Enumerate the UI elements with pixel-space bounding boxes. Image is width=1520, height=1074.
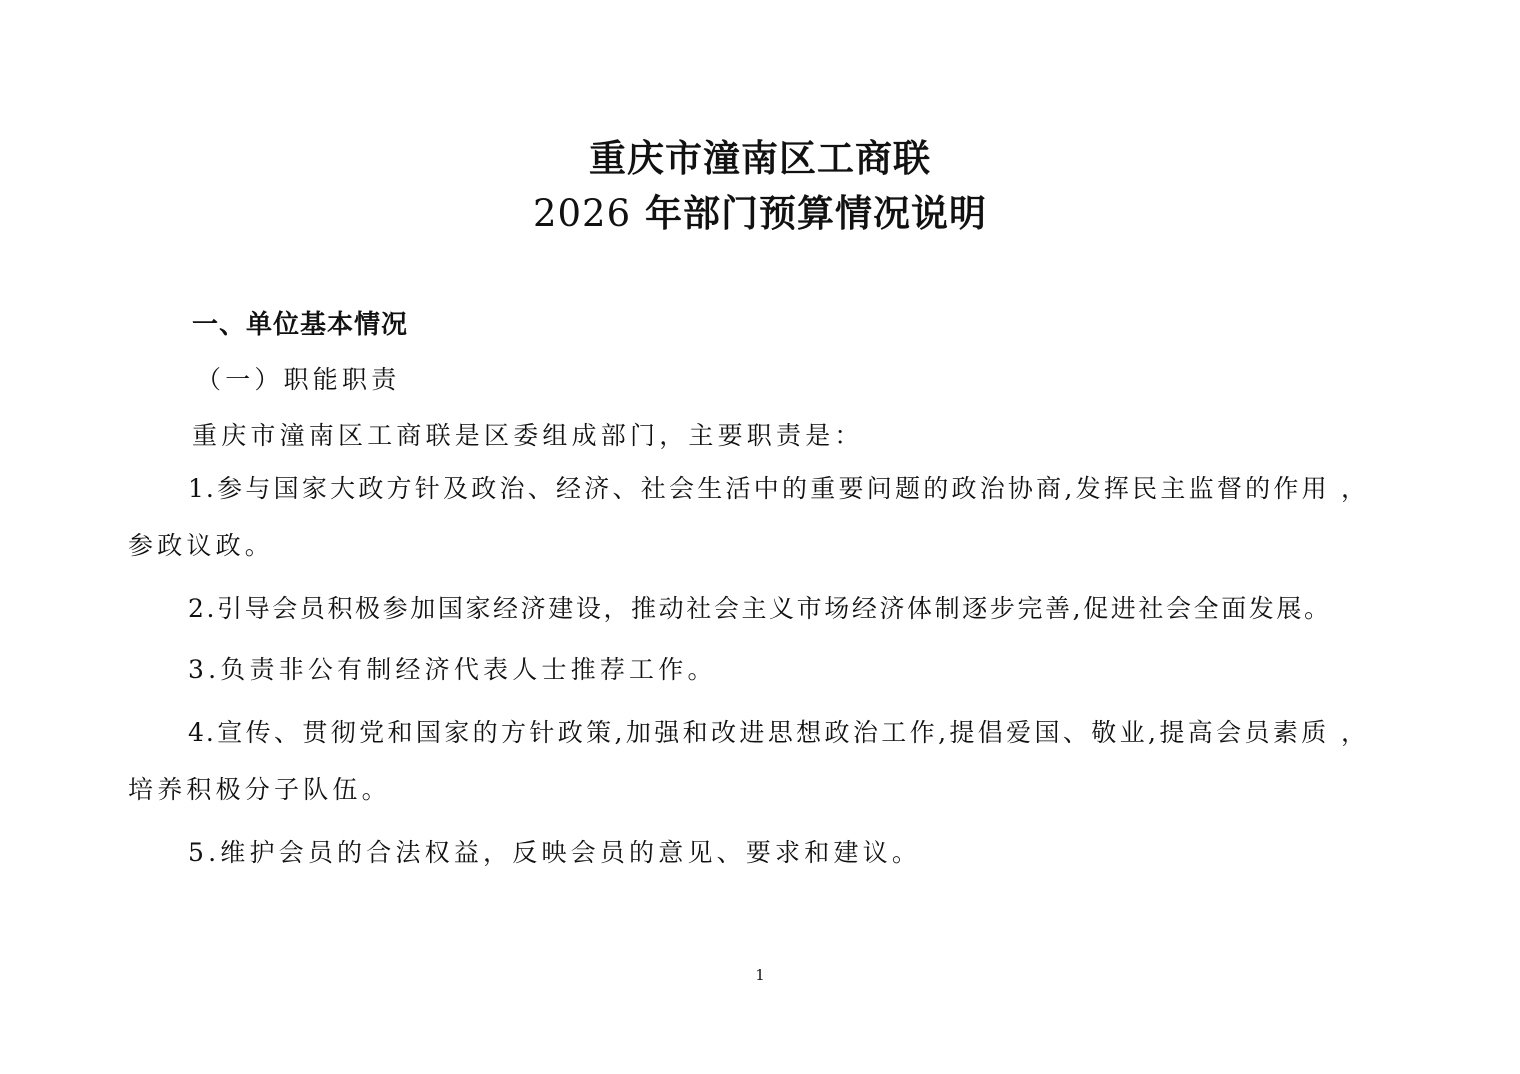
intro-paragraph: 重庆市潼南区工商联是区委组成部门，主要职责是： (192, 421, 864, 450)
subsection-heading: （一）职能职责 (196, 365, 401, 394)
subtitle-text: 年部门预算情况说明 (645, 191, 988, 235)
duty-item-2: 2.引导会员积极参加国家经济建设，推动社会主义市场经济体制逐步完善,促进社会全面发展。 (188, 594, 1332, 623)
subtitle-year: 2026 (532, 192, 632, 235)
duty-item-1-line1: 1.参与国家大政方针及政治、经济、社会生活中的重要问题的政治协商,发挥民主监督的作用 ， (188, 474, 1368, 503)
duty-item-5: 5.维护会员的合法权益，反映会员的意见、要求和建议。 (188, 838, 922, 867)
duty-item-1-line2: 参政议政。 (128, 531, 275, 560)
section-heading: 一、单位基本情况 (192, 310, 409, 340)
duty-item-3: 3.负责非公有制经济代表人士推荐工作。 (188, 655, 717, 684)
page-number: 1 (755, 966, 765, 984)
document-title: 重庆市潼南区工商联 (589, 136, 931, 180)
document-subtitle (0, 191, 1520, 235)
duty-item-4-line1: 4.宣传、贯彻党和国家的方针政策,加强和改进思想政治工作,提倡爱国、敬业,提高会员素质 ， (188, 718, 1368, 747)
duty-item-4-line2: 培养积极分子队伍。 (128, 775, 391, 804)
